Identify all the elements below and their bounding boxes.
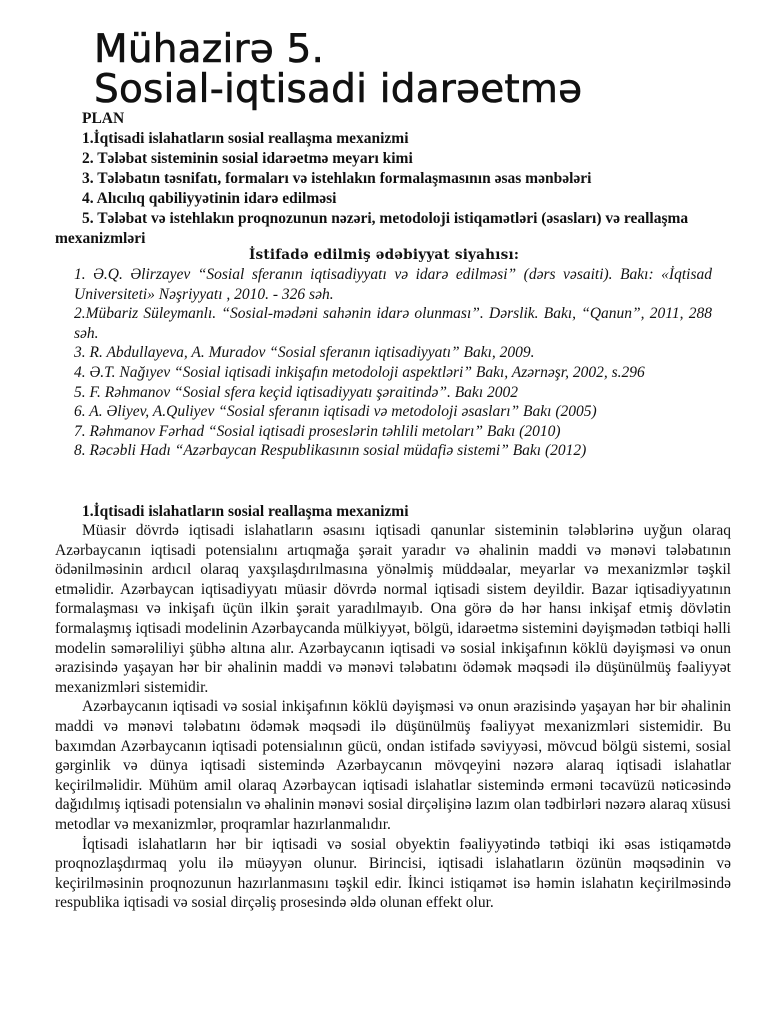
plan-item: 5. Tələbat və istehlakın proqnozunun nəzəri, metodoloji istiqamətləri (əsasları) və reallaşma mexanizmləri <box>55 210 689 247</box>
plan-item: 3. Tələbatın təsnifatı, formaları və istehlakın formalaşmasının əsas mənbələri <box>82 170 592 187</box>
body-paragraph: Müasir dövrdə iqtisadi islahatların əsasını iqtisadi qanunlar sisteminin tələblərinə uyğun olaraq Azərbaycanın iqtisadi potensialını artıqmağa şərait yaradır və əhalinin maddi və mənəvi tələbatının ödənilməsinin ardıcıl olaraq yaxşılaşdırılmasına yönəlmiş müddəalar, meyarlar və mexanizmlər təşkil etməlidir. Azərbaycan iqtisadiyyatı müasir dövrdə normal iqtisadi sistem deyildir. Bazar iqtisadiyyatının formalaşması və inkişafı üçün ilkin şərait yaradılmayıb. Ona görə də hər hansı inkişaf etmiş dövlətin formalaşmış iqtisadi modelinin Azərbaycanda mülkiyyət, bölgü, idarəetmə sistemini dəyişmədən tətbiqi həlli modelin səmərəliliyi şübhə altına alır. Azərbaycanın iqtisadi və sosial inkişafının köklü dəyişməsi və onun ərazisində yaşayan hər bir əhalinin maddi və mənəvi tələbatını ödəmək məqsədi ilə düşünülmüş fəaliyyət mexanizmləri sistemidir. <box>55 522 731 696</box>
reference-item: 2.Mübariz Süleymanlı. “Sosial-mədəni sahənin idarə olunması”. Dərslik. Bakı, “Qanun”, 2011, 288 səh. <box>74 305 712 342</box>
reference-item: 7. Rəhmanov Fərhad “Sosial iqtisadi proseslərin təhlili metoları” Bakı (2010) <box>74 422 561 440</box>
reference-item: 3. R. Abdullayeva, A. Muradov “Sosial sferanın iqtisadiyyatı” Bakı, 2009. <box>74 344 535 362</box>
plan-list <box>55 129 715 249</box>
references-heading: İstifadə edilmiş ədəbiyyat siyahısı: <box>248 247 520 263</box>
reference-item: 5. F. Rəhmanov “Sosial sfera keçid iqtisadiyyatı şəraitində”. Bakı 2002 <box>74 383 518 401</box>
lecture-title-line-2: Sosial-iqtisadi idarəetmə <box>94 67 583 112</box>
body-paragraph: Azərbaycanın iqtisadi və sosial inkişafının köklü dəyişməsi və onun ərazisində yaşayan hər bir əhalinin maddi və mənəvi tələbatını ödəmək məqsədi ilə düşünülmüş fəaliyyət mexanizmləri sistemidir. Bu baxımdan Azərbaycanın iqtisadi potensialının gücü, ondan istifadə səviyyəsi, mövcud bölgü sistemi, sosial gərginlik və dünya iqtisadi sistemində Azərbaycanın mövqeyini nəzərə alaraq iqtisadi islahatlar keçirilməlidir. Mühüm amil olaraq Azərbaycan iqtisadi islahatlar sistemində erməni təcavüzü nəticəsində dağıdılmış iqtisadi potensialın və əhalinin mənəvi sosial dirçəlişinə lazım olan tədbirləri nəzərə alaraq xüsusi metodlar və mexanizmlər, proqramlar hazırlanmalıdır. <box>55 698 731 833</box>
plan-item: 4. Alıcılıq qabiliyyətinin idarə edilməsi <box>82 190 337 207</box>
reference-item: 8. Rəcəbli Hadı “Azərbaycan Respublikasının sosial müdafiə sistemi” Bakı (2012) <box>74 442 587 460</box>
plan-item: 2. Tələbat sisteminin sosial idarəetmə meyarı kimi <box>82 150 413 167</box>
references-list <box>74 265 712 461</box>
reference-item: 4. Ə.T. Nağıyev “Sosial iqtisadi inkişafın metodoloji aspektləri” Bakı, Azərnəşr, 2002, s.296 <box>74 363 645 381</box>
plan-item: 1.İqtisadi islahatların sosial reallaşma mexanizmi <box>82 130 409 147</box>
plan-heading: PLAN <box>82 110 125 127</box>
lecture-title <box>94 27 583 112</box>
section-title: 1.İqtisadi islahatların sosial reallaşma mexanizmi <box>82 503 409 520</box>
reference-item: 6. A. Əliyev, A.Quliyev “Sosial sferanın iqtisadi və metodoloji əsasları” Bakı (2005) <box>74 403 597 421</box>
body-paragraph: İqtisadi islahatların hər bir iqtisadi və sosial obyektin fəaliyyətində tətbiqi iki əsas istiqamətdə proqnozlaşdırmaq yolu ilə müəyyən olunur. Birincisi, iqtisadi islahatların özünün məqsədinin və keçirilməsinin proqnozunun hazırlanmasını təşkil edir. İkinci istiqamət isə həmin islahatın keçirilməsində respublika iqtisadi və sosial dirçəliş prosesində əldə olunan effekt olur. <box>55 835 731 912</box>
section-body <box>55 521 731 913</box>
lecture-title-line-1: Mühazirə 5. <box>94 27 325 72</box>
reference-item: 1. Ə.Q. Əlirzayev “Sosial sferanın iqtisadiyyatı və idarə edilməsi” (dərs vəsaiti). Bakı: «İqtisad Universiteti» Nəşriyyatı , 2010. - 326 səh. <box>74 266 712 303</box>
